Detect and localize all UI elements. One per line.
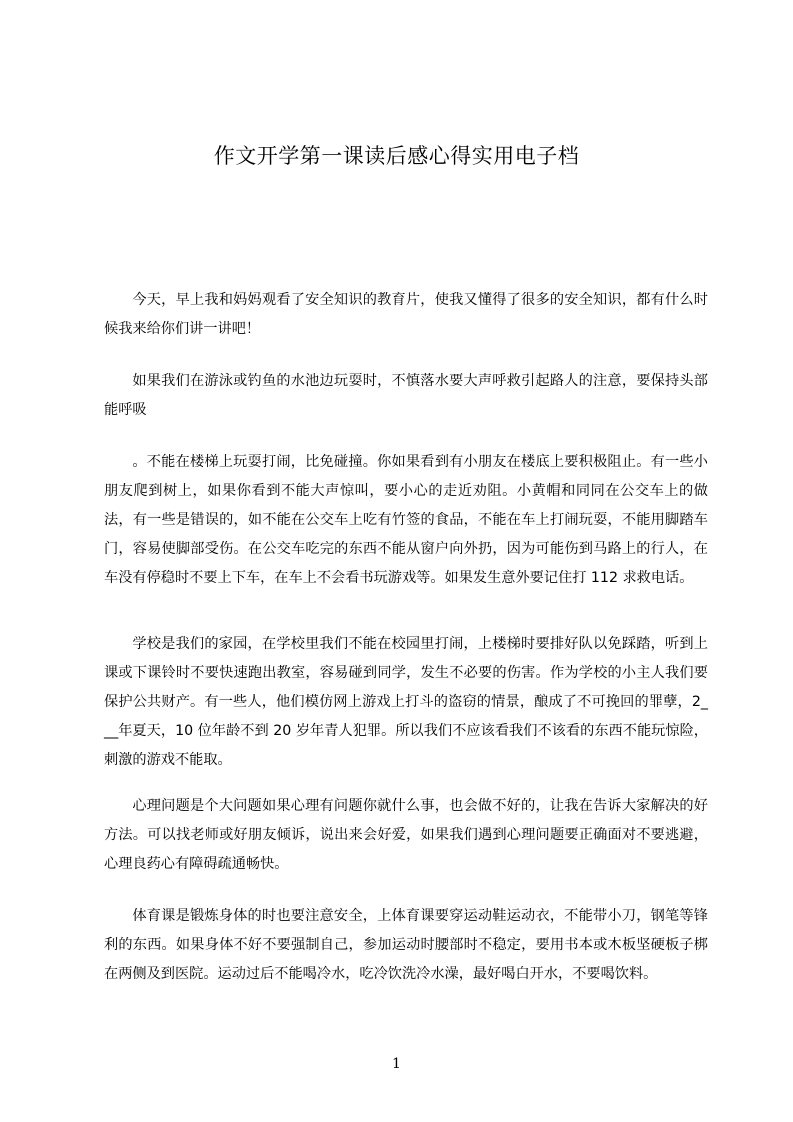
document-title: 作文开学第一课读后感心得实用电子档 <box>213 144 580 168</box>
paragraph-3: 。不能在楼梯上玩耍打闹，比免碰撞。你如果看到有小朋友在楼底上要积极阻止。有一些小朋友爬到树上，如果你看到不能大声惊叫，要小心的走近劝阻。小黄帽和同同在公交车上的做法，有一些是错误的，如不能在公交车上吃有竹签的食品，不能在车上打闹玩耍，不能用脚踏车门，容易使脚部受伤。在公交车吃完的东西不能从窗户向外扔，因为可能伤到马路上的行人，在车没有停稳时不要上下车，在车上不会看书玩游戏等。如果发生意外要记住打 112 求救电话。 <box>104 454 708 586</box>
paragraph-5: 心理问题是个大问题如果心理有问题你就什么事，也会做不好的，让我在告诉大家解决的好方法。可以找老师或好朋友倾诉，说出来会好爱，如果我们遇到心理问题要正确面对不要逃避，心理良药心有障碍疏通畅快。 <box>104 798 708 872</box>
paragraph-1: 今天，早上我和妈妈观看了安全知识的教育片，使我又懂得了很多的安全知识，都有什么时候我来给你们讲一讲吧！ <box>104 292 708 337</box>
paragraph-2: 如果我们在游泳或钓鱼的水池边玩耍时，不慎落水要大声呼救引起路人的注意，要保持头部能呼吸 <box>104 373 708 418</box>
page-number: 1 <box>392 1056 401 1072</box>
paragraph-4: 学校是我们的家园，在学校里我们不能在校园里打闹，上楼梯时要排好队以免踩踏，听到上课或下课铃时不要快速跑出教室，容易碰到同学，发生不必要的伤害。作为学校的小主人我们要保护公共财产。有一些人，他们模仿网上游戏上打斗的盗窃的情景，酿成了不可挽回的罪孽，2___年夏天，10 位年龄不到 20 岁年青人犯罪。所以我们不应该看我们不该看的东西不能玩惊险，刺激的游戏不能取。 <box>104 636 708 768</box>
paragraph-6: 体育课是锻炼身体的时也要注意安全，上体育课要穿运动鞋运动衣，不能带小刀，钢笔等锋利的东西。如果身体不好不要强制自己，参加运动时腰部时不稳定，要用书本或木板坚硬板子梆在两侧及到医院。运动过后不能喝冷水，吃冷饮洗冷水澡，最好喝白开水，不要喝饮料。 <box>104 908 708 982</box>
